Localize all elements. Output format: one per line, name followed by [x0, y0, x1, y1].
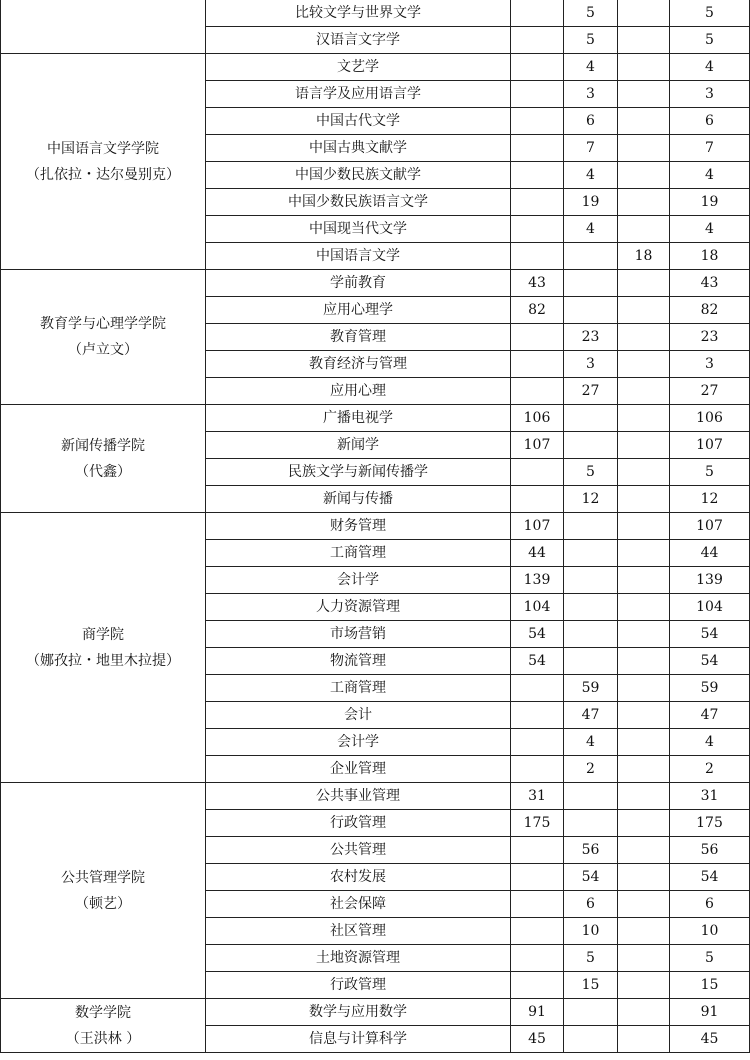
total-cell: 5	[670, 945, 750, 972]
major-cell: 中国古代文学	[206, 108, 511, 135]
major-cell: 人力资源管理	[206, 594, 511, 621]
total-cell: 175	[670, 810, 750, 837]
count-col3-cell	[618, 432, 670, 459]
table-row	[1, 999, 750, 1026]
total-cell: 31	[670, 783, 750, 810]
major-cell: 应用心理	[206, 378, 511, 405]
major-cell: 新闻与传播	[206, 486, 511, 513]
total-cell: 4	[670, 216, 750, 243]
total-cell: 107	[670, 513, 750, 540]
count-col1-cell: 175	[511, 810, 564, 837]
count-col3-cell	[618, 27, 670, 54]
major-cell: 信息与计算科学	[206, 1026, 511, 1053]
total-cell: 43	[670, 270, 750, 297]
count-col3-cell	[618, 810, 670, 837]
count-col2-cell: 6	[564, 891, 618, 918]
count-col1-cell	[511, 351, 564, 378]
count-col3-cell	[618, 297, 670, 324]
total-cell: 59	[670, 675, 750, 702]
major-cell: 中国现当代文学	[206, 216, 511, 243]
total-cell: 6	[670, 891, 750, 918]
count-col2-cell: 54	[564, 864, 618, 891]
count-col2-cell: 4	[564, 729, 618, 756]
count-col1-cell: 107	[511, 432, 564, 459]
major-cell: 财务管理	[206, 513, 511, 540]
college-cell	[1, 999, 206, 1053]
major-cell: 会计	[206, 702, 511, 729]
total-cell: 4	[670, 162, 750, 189]
major-cell: 汉语言文字学	[206, 27, 511, 54]
major-cell: 教育经济与管理	[206, 351, 511, 378]
total-cell: 54	[670, 621, 750, 648]
total-cell: 2	[670, 756, 750, 783]
count-col1-cell: 82	[511, 297, 564, 324]
major-cell: 会计学	[206, 729, 511, 756]
total-cell: 106	[670, 405, 750, 432]
total-cell: 3	[670, 351, 750, 378]
count-col2-cell: 27	[564, 378, 618, 405]
count-col2-cell: 6	[564, 108, 618, 135]
count-col2-cell: 10	[564, 918, 618, 945]
major-cell: 会计学	[206, 567, 511, 594]
count-col1-cell	[511, 459, 564, 486]
count-col3-cell	[618, 864, 670, 891]
count-col1-cell	[511, 837, 564, 864]
count-col2-cell: 5	[564, 459, 618, 486]
college-cell	[1, 513, 206, 783]
count-col1-cell	[511, 486, 564, 513]
count-col1-cell	[511, 729, 564, 756]
count-col1-cell	[511, 162, 564, 189]
major-cell: 学前教育	[206, 270, 511, 297]
total-cell: 82	[670, 297, 750, 324]
count-col2-cell: 19	[564, 189, 618, 216]
count-col2-cell: 3	[564, 81, 618, 108]
major-cell: 广播电视学	[206, 405, 511, 432]
count-col3-cell	[618, 945, 670, 972]
count-col1-cell: 139	[511, 567, 564, 594]
major-cell: 社会保障	[206, 891, 511, 918]
count-col3-cell	[618, 540, 670, 567]
count-col1-cell: 54	[511, 648, 564, 675]
college-cell	[1, 405, 206, 513]
total-cell: 5	[670, 27, 750, 54]
major-cell: 教育管理	[206, 324, 511, 351]
count-col2-cell: 12	[564, 486, 618, 513]
count-col2-cell	[564, 567, 618, 594]
college-dean: （王洪林 ）	[65, 1030, 141, 1047]
count-col2-cell	[564, 405, 618, 432]
count-col2-cell: 15	[564, 972, 618, 999]
total-cell: 4	[670, 54, 750, 81]
college-cell	[1, 0, 206, 54]
major-cell: 工商管理	[206, 675, 511, 702]
count-col1-cell: 45	[511, 1026, 564, 1053]
major-cell: 数学与应用数学	[206, 999, 511, 1026]
count-col3-cell	[618, 972, 670, 999]
count-col3-cell	[618, 891, 670, 918]
count-col2-cell	[564, 1026, 618, 1053]
count-col3-cell: 18	[618, 243, 670, 270]
count-col3-cell	[618, 189, 670, 216]
table-row	[1, 54, 750, 81]
total-cell: 3	[670, 81, 750, 108]
count-col1-cell	[511, 702, 564, 729]
count-col2-cell: 4	[564, 216, 618, 243]
college-name: 商学院	[82, 626, 124, 643]
total-cell: 56	[670, 837, 750, 864]
count-col2-cell	[564, 999, 618, 1026]
count-col1-cell	[511, 54, 564, 81]
count-col3-cell	[618, 486, 670, 513]
count-col2-cell: 5	[564, 0, 618, 27]
count-col2-cell	[564, 297, 618, 324]
total-cell: 107	[670, 432, 750, 459]
total-cell: 54	[670, 648, 750, 675]
major-cell: 语言学及应用语言学	[206, 81, 511, 108]
count-col3-cell	[618, 54, 670, 81]
count-col3-cell	[618, 1026, 670, 1053]
count-col1-cell	[511, 972, 564, 999]
college-dean: （顿艺）	[75, 895, 131, 912]
college-name: 数学学院	[75, 1004, 131, 1021]
count-col1-cell	[511, 108, 564, 135]
college-cell	[1, 270, 206, 405]
major-cell: 应用心理学	[206, 297, 511, 324]
count-col3-cell	[618, 405, 670, 432]
count-col3-cell	[618, 459, 670, 486]
count-col3-cell	[618, 675, 670, 702]
count-col1-cell	[511, 891, 564, 918]
count-col2-cell	[564, 513, 618, 540]
table-row	[1, 270, 750, 297]
table-row	[1, 513, 750, 540]
total-cell: 5	[670, 459, 750, 486]
total-cell: 5	[670, 0, 750, 27]
major-cell: 企业管理	[206, 756, 511, 783]
college-dean: （娜孜拉・地里木拉提）	[26, 652, 180, 669]
total-cell: 45	[670, 1026, 750, 1053]
count-col2-cell: 5	[564, 27, 618, 54]
count-col3-cell	[618, 378, 670, 405]
total-cell: 12	[670, 486, 750, 513]
major-cell: 行政管理	[206, 810, 511, 837]
count-col1-cell: 104	[511, 594, 564, 621]
major-cell: 农村发展	[206, 864, 511, 891]
total-cell: 6	[670, 108, 750, 135]
count-col2-cell	[564, 783, 618, 810]
total-cell: 7	[670, 135, 750, 162]
count-col3-cell	[618, 108, 670, 135]
major-cell: 土地资源管理	[206, 945, 511, 972]
count-col1-cell	[511, 918, 564, 945]
count-col3-cell	[618, 648, 670, 675]
major-cell: 文艺学	[206, 54, 511, 81]
total-cell: 54	[670, 864, 750, 891]
count-col3-cell	[618, 621, 670, 648]
count-col1-cell	[511, 216, 564, 243]
count-col1-cell	[511, 864, 564, 891]
college-cell	[1, 54, 206, 270]
count-col1-cell	[511, 81, 564, 108]
total-cell: 139	[670, 567, 750, 594]
count-col2-cell	[564, 540, 618, 567]
count-col1-cell	[511, 189, 564, 216]
count-col1-cell: 31	[511, 783, 564, 810]
total-cell: 4	[670, 729, 750, 756]
major-cell: 社区管理	[206, 918, 511, 945]
count-col3-cell	[618, 783, 670, 810]
table-row	[1, 0, 750, 27]
count-col1-cell: 44	[511, 540, 564, 567]
count-col3-cell	[618, 162, 670, 189]
college-cell	[1, 783, 206, 999]
count-col2-cell: 4	[564, 162, 618, 189]
major-cell: 物流管理	[206, 648, 511, 675]
major-cell: 市场营销	[206, 621, 511, 648]
count-col2-cell: 4	[564, 54, 618, 81]
count-col1-cell: 43	[511, 270, 564, 297]
college-name: 公共管理学院	[61, 869, 145, 886]
count-col1-cell	[511, 324, 564, 351]
table-row	[1, 783, 750, 810]
major-cell: 行政管理	[206, 972, 511, 999]
count-col3-cell	[618, 351, 670, 378]
enrollment-table-body	[1, 0, 750, 1053]
major-cell: 中国语言文学	[206, 243, 511, 270]
count-col3-cell	[618, 918, 670, 945]
count-col3-cell	[618, 837, 670, 864]
count-col1-cell	[511, 135, 564, 162]
count-col2-cell: 5	[564, 945, 618, 972]
major-cell: 公共事业管理	[206, 783, 511, 810]
count-col2-cell	[564, 810, 618, 837]
count-col3-cell	[618, 135, 670, 162]
count-col2-cell: 47	[564, 702, 618, 729]
count-col2-cell: 7	[564, 135, 618, 162]
major-cell: 新闻学	[206, 432, 511, 459]
count-col1-cell	[511, 756, 564, 783]
count-col2-cell: 23	[564, 324, 618, 351]
count-col2-cell	[564, 432, 618, 459]
count-col3-cell	[618, 729, 670, 756]
major-cell: 工商管理	[206, 540, 511, 567]
count-col1-cell	[511, 27, 564, 54]
total-cell: 104	[670, 594, 750, 621]
count-col1-cell: 107	[511, 513, 564, 540]
count-col1-cell	[511, 945, 564, 972]
count-col2-cell	[564, 270, 618, 297]
table-row	[1, 405, 750, 432]
count-col1-cell: 54	[511, 621, 564, 648]
total-cell: 10	[670, 918, 750, 945]
count-col2-cell	[564, 621, 618, 648]
major-cell: 中国少数民族语言文学	[206, 189, 511, 216]
major-cell: 民族文学与新闻传播学	[206, 459, 511, 486]
college-dean: （代鑫）	[75, 463, 131, 480]
count-col2-cell: 59	[564, 675, 618, 702]
major-cell: 比较文学与世界文学	[206, 0, 511, 27]
count-col1-cell	[511, 675, 564, 702]
count-col3-cell	[618, 594, 670, 621]
count-col3-cell	[618, 999, 670, 1026]
major-cell: 中国少数民族文献学	[206, 162, 511, 189]
total-cell: 15	[670, 972, 750, 999]
total-cell: 23	[670, 324, 750, 351]
count-col2-cell: 56	[564, 837, 618, 864]
college-name: 新闻传播学院	[61, 437, 145, 454]
count-col3-cell	[618, 567, 670, 594]
count-col3-cell	[618, 81, 670, 108]
total-cell: 18	[670, 243, 750, 270]
count-col3-cell	[618, 702, 670, 729]
major-cell: 公共管理	[206, 837, 511, 864]
count-col3-cell	[618, 216, 670, 243]
major-cell: 中国古典文献学	[206, 135, 511, 162]
college-dean: （卢立文）	[68, 342, 138, 358]
total-cell: 27	[670, 378, 750, 405]
college-name: 中国语言文学学院	[47, 140, 159, 157]
count-col3-cell	[618, 324, 670, 351]
total-cell: 19	[670, 189, 750, 216]
count-col1-cell: 91	[511, 999, 564, 1026]
total-cell: 91	[670, 999, 750, 1026]
count-col1-cell	[511, 378, 564, 405]
count-col3-cell	[618, 270, 670, 297]
total-cell: 44	[670, 540, 750, 567]
count-col2-cell	[564, 648, 618, 675]
college-name: 教育学与心理学学院	[40, 316, 166, 332]
count-col1-cell	[511, 0, 564, 27]
college-dean: （扎依拉・达尔曼别克）	[26, 166, 180, 183]
count-col1-cell	[511, 243, 564, 270]
count-col2-cell	[564, 243, 618, 270]
count-col1-cell: 106	[511, 405, 564, 432]
count-col3-cell	[618, 0, 670, 27]
count-col2-cell: 2	[564, 756, 618, 783]
total-cell: 47	[670, 702, 750, 729]
count-col2-cell	[564, 594, 618, 621]
count-col3-cell	[618, 756, 670, 783]
count-col2-cell: 3	[564, 351, 618, 378]
count-col3-cell	[618, 513, 670, 540]
